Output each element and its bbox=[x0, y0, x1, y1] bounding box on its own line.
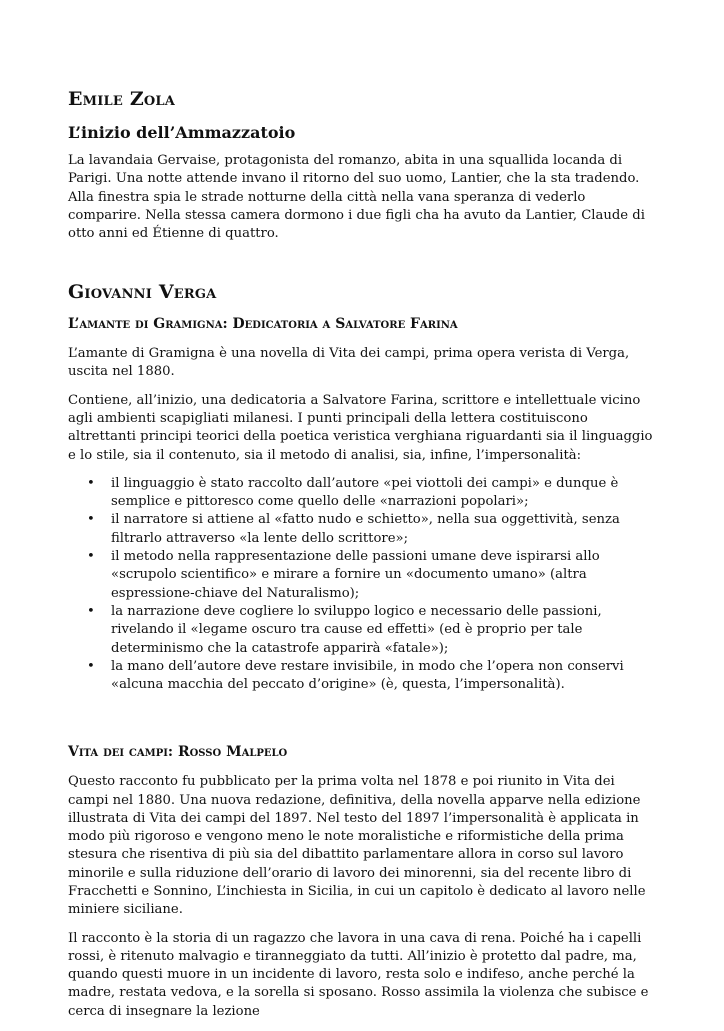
spacer bbox=[68, 704, 654, 732]
list-item: • il linguaggio è stato raccolto dall’autore «pei viottoli dei campi» e dunque è semplice e pittoresco come quello delle «narrazioni popolari»; bbox=[111, 475, 654, 512]
subtitle-rosso-malpelo: Vita dei campi: Rosso Malpelo bbox=[68, 744, 288, 761]
list-item: • la mano dell’autore deve restare invisibile, in modo che l’opera non conservi «alcuna macchia del peccato d’origine» (è, questa, l’impersonalità). bbox=[111, 658, 654, 695]
section-title-verga: Giovanni Verga bbox=[68, 281, 217, 304]
paragraph-verga-2: Contiene, all’inizio, una dedicatoria a Salvatore Farina, scrittore e intellettuale vicino agli ambienti scapigliati milanesi. I punti principali della lettera costituiscono altrettanti principi teorici della poetica veristica verghiana riguardanti sia il linguaggio e lo stile, sia il contenuto, sia il metodo di analisi, sia, infine, l’impersonalità: bbox=[68, 392, 653, 463]
bullet-list-principles bbox=[68, 475, 654, 695]
list-item: • il narratore si attiene al «fatto nudo e schietto», nella sua oggettività, senza filtrarlo attraverso «la lente dello scrittore»; bbox=[111, 511, 654, 548]
paragraph-zola-1: La lavandaia Gervaise, protagonista del romanzo, abita in una squallida locanda di Parigi. Una notte attende invano il ritorno del suo uomo, Lantier, che la sta tradendo. Alla finestra spia le strade notturne della città nella vana speranza di vederlo comparire. Nella stessa camera dormono i due figli cha ha avuto da Lantier, Claude di otto anni ed Étienne di quattro. bbox=[68, 152, 645, 242]
spacer bbox=[68, 253, 654, 281]
list-item: • il metodo nella rappresentazione delle passioni umane deve ispirarsi allo «scrupolo scientifico» e mirare a fornire un «documento umano» (altra espressione-chiave del Naturalismo); bbox=[111, 548, 654, 603]
document-page bbox=[68, 88, 654, 1031]
paragraph-malpelo-1: Questo racconto fu pubblicato per la prima volta nel 1878 e poi riunito in Vita dei campi nel 1880. Una nuova redazione, definitiva, della novella apparve nella edizione illustrata di Vita dei campi del 1897. Nel testo del 1897 l’impersonalità è applicata in modo più rigoroso e vengono meno le note moralistiche e riformistiche della prima stesura che risentiva di più sia del dibattito parlamentare allora in corso sul lavoro minorile e sulla riduzione dell’orario di lavoro dei minorenni, sia del recente libro di Fracchetti e Sonnino, L’inchiesta in Sicilia, in cui un capitolo è dedicato al lavoro nelle miniere siciliane. bbox=[68, 774, 646, 918]
section-title-zola: Emile Zola bbox=[68, 88, 176, 110]
subtitle-gramigna: L’amante di Gramigna: Dedicatoria a Salvatore Farina bbox=[68, 316, 458, 333]
paragraph-verga-1: L’amante di Gramigna è una novella di Vita dei campi, prima opera verista di Verga, uscita nel 1880. bbox=[68, 346, 630, 380]
list-item: • la narrazione deve cogliere lo sviluppo logico e necessario delle passioni, rivelando il «legame oscuro tra cause ed effetti» (ed è proprio per tale determinismo che la catastrofe apparirà «fatale»); bbox=[111, 603, 654, 658]
subtitle-ammazzatoio: L’inizio dell’Ammazzatoio bbox=[68, 122, 296, 142]
paragraph-malpelo-2: Il racconto è la storia di un ragazzo che lavora in una cava di rena. Poiché ha i capelli rossi, è ritenuto malvagio e tiranneggiato da tutti. All’inizio è protetto dal padre, ma, quando questi muore in un incidente di lavoro, resta solo e indifeso, anche perché la madre, restata vedova, e la sorella si sposano. Rosso assimila la violenza che subisce e cerca di insegnare la lezione bbox=[68, 930, 649, 1019]
